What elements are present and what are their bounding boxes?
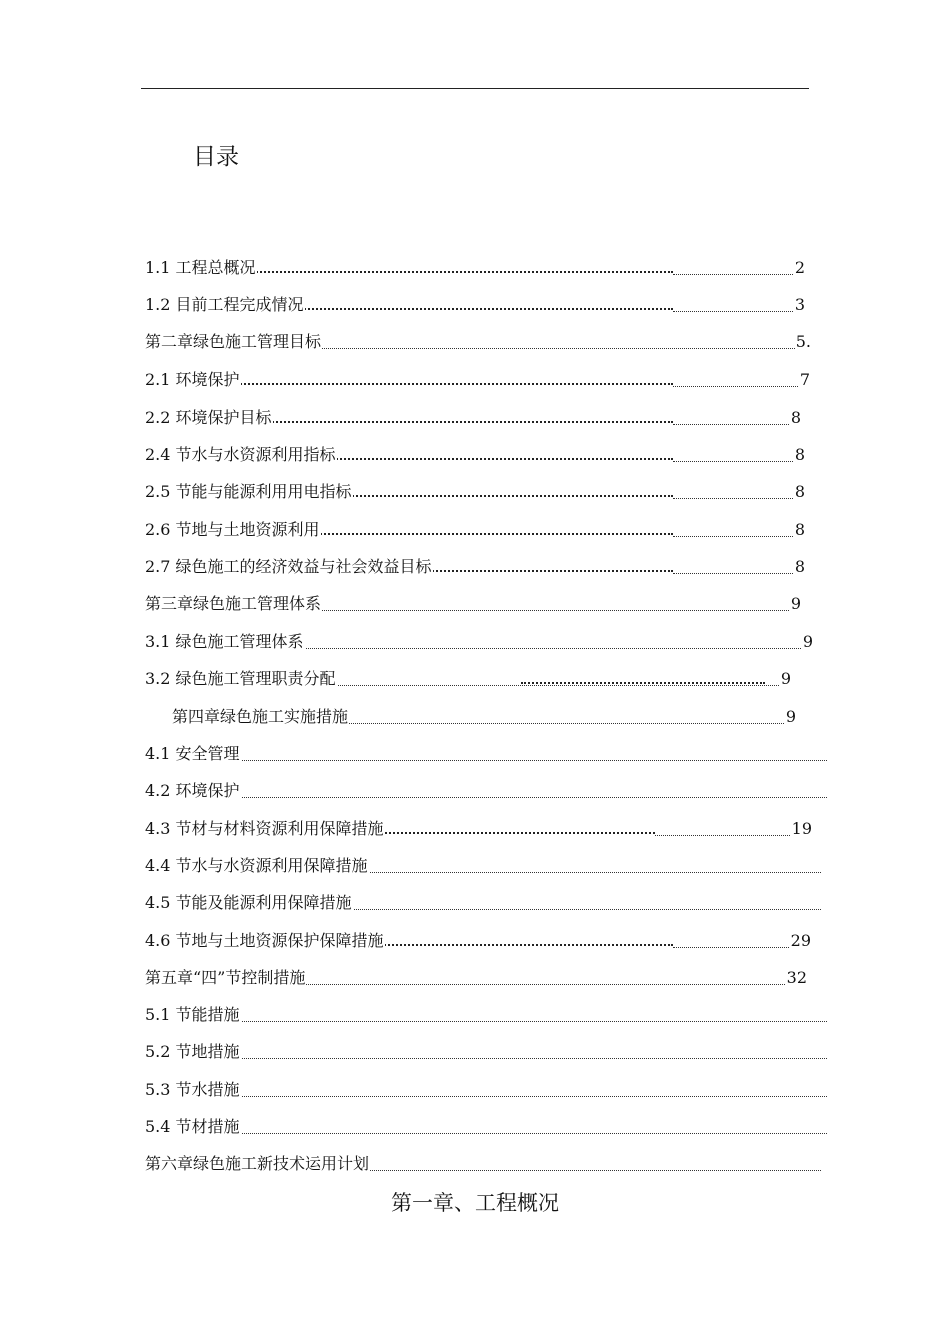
- toc-entry[interactable]: [145, 928, 811, 954]
- toc-entry-label: 2.7 绿色施工的经济效益与社会效益目标: [145, 557, 432, 576]
- toc-entry[interactable]: [145, 591, 801, 617]
- toc-entry-label: 5.4 节材措施: [145, 1117, 240, 1136]
- toc-entry-page: 9: [802, 629, 813, 655]
- toc-entry[interactable]: [145, 255, 805, 281]
- toc-entry-label: 4.4 节水与水资源利用保障措施: [145, 856, 368, 875]
- toc-entry-label: 4.6 节地与土地资源保护保障措施: [145, 931, 384, 950]
- toc-entry[interactable]: [145, 1077, 827, 1103]
- toc-entry[interactable]: [172, 704, 796, 730]
- toc-entry[interactable]: [145, 329, 811, 355]
- toc-entry-page: 8: [794, 517, 805, 543]
- chapter-heading: 第一章、工程概况: [391, 1191, 559, 1215]
- toc-entry[interactable]: [145, 778, 827, 804]
- toc-entry[interactable]: [145, 479, 805, 505]
- toc-entry-page: 8: [794, 479, 805, 505]
- toc-entry[interactable]: [145, 629, 813, 655]
- toc-entry-label: 4.2 环境保护: [145, 781, 240, 800]
- toc-entry-label: 2.1 环境保护: [145, 370, 240, 389]
- toc-entry[interactable]: [145, 965, 807, 991]
- toc-entry[interactable]: [145, 741, 827, 767]
- toc-entry[interactable]: [145, 816, 812, 842]
- toc-entry-label: 2.6 节地与土地资源利用: [145, 520, 320, 539]
- toc-entry-label: 第六章绿色施工新技术运用计划: [145, 1154, 370, 1173]
- toc-entry-label: 4.5 节能及能源利用保障措施: [145, 893, 352, 912]
- toc-entry[interactable]: [145, 1002, 827, 1028]
- toc-entry-label: 4.3 节材与材料资源利用保障措施: [145, 819, 384, 838]
- toc-entry[interactable]: [145, 666, 791, 692]
- toc-title: 目录: [193, 144, 239, 170]
- toc-entry-page: 9: [790, 591, 801, 617]
- toc-entry[interactable]: [145, 1151, 821, 1177]
- toc-entry-label: 第三章绿色施工管理体系: [145, 594, 322, 613]
- toc-entry-label: 1.1 工程总概况: [145, 258, 256, 277]
- toc-entry-page: 2: [794, 255, 805, 281]
- toc-entry-label: 5.3 节水措施: [145, 1080, 240, 1099]
- toc-entry-label: 2.4 节水与水资源利用指标: [145, 445, 336, 464]
- toc-entry-label: 第五章“四”节控制措施: [145, 968, 306, 987]
- toc-entry[interactable]: [145, 367, 810, 393]
- toc-entry[interactable]: [145, 292, 805, 318]
- toc-entry[interactable]: [145, 405, 801, 431]
- toc-entry-label: 2.5 节能与能源利用用电指标: [145, 482, 352, 501]
- toc-entry-page: 9: [785, 704, 796, 730]
- toc-entry[interactable]: [145, 853, 821, 879]
- toc-entry-label: 1.2 目前工程完成情况: [145, 295, 304, 314]
- toc-entry[interactable]: [145, 517, 805, 543]
- toc-entry-label: 第四章绿色施工实施措施: [172, 707, 349, 726]
- toc-entry[interactable]: [145, 554, 805, 580]
- toc-entry-label: 2.2 环境保护目标: [145, 408, 272, 427]
- toc-entry-page: 9: [780, 666, 791, 692]
- toc-entry-page: 7: [799, 367, 810, 393]
- toc-entry-page: 5.: [795, 329, 811, 355]
- toc-entry[interactable]: [145, 1039, 827, 1065]
- toc-entry-label: 5.2 节地措施: [145, 1042, 240, 1061]
- toc-entry-label: 第二章绿色施工管理目标: [145, 332, 322, 351]
- toc-entry[interactable]: [145, 890, 821, 916]
- toc-entry-label: 3.2 绿色施工管理职责分配: [145, 669, 336, 688]
- toc-entry[interactable]: [145, 442, 805, 468]
- toc-entry-label: 4.1 安全管理: [145, 744, 240, 763]
- toc-entry-label: 5.1 节能措施: [145, 1005, 240, 1024]
- toc-entry-page: 19: [791, 816, 812, 842]
- toc-entry-page: 3: [794, 292, 805, 318]
- toc-entry-label: 3.1 绿色施工管理体系: [145, 632, 304, 651]
- toc-entry-page: 8: [790, 405, 801, 431]
- toc-entry-page: 8: [794, 554, 805, 580]
- toc-entry[interactable]: [145, 1114, 827, 1140]
- toc-entry-page: 8: [794, 442, 805, 468]
- toc-entry-page: 29: [790, 928, 811, 954]
- toc-entry-page: 32: [786, 965, 807, 991]
